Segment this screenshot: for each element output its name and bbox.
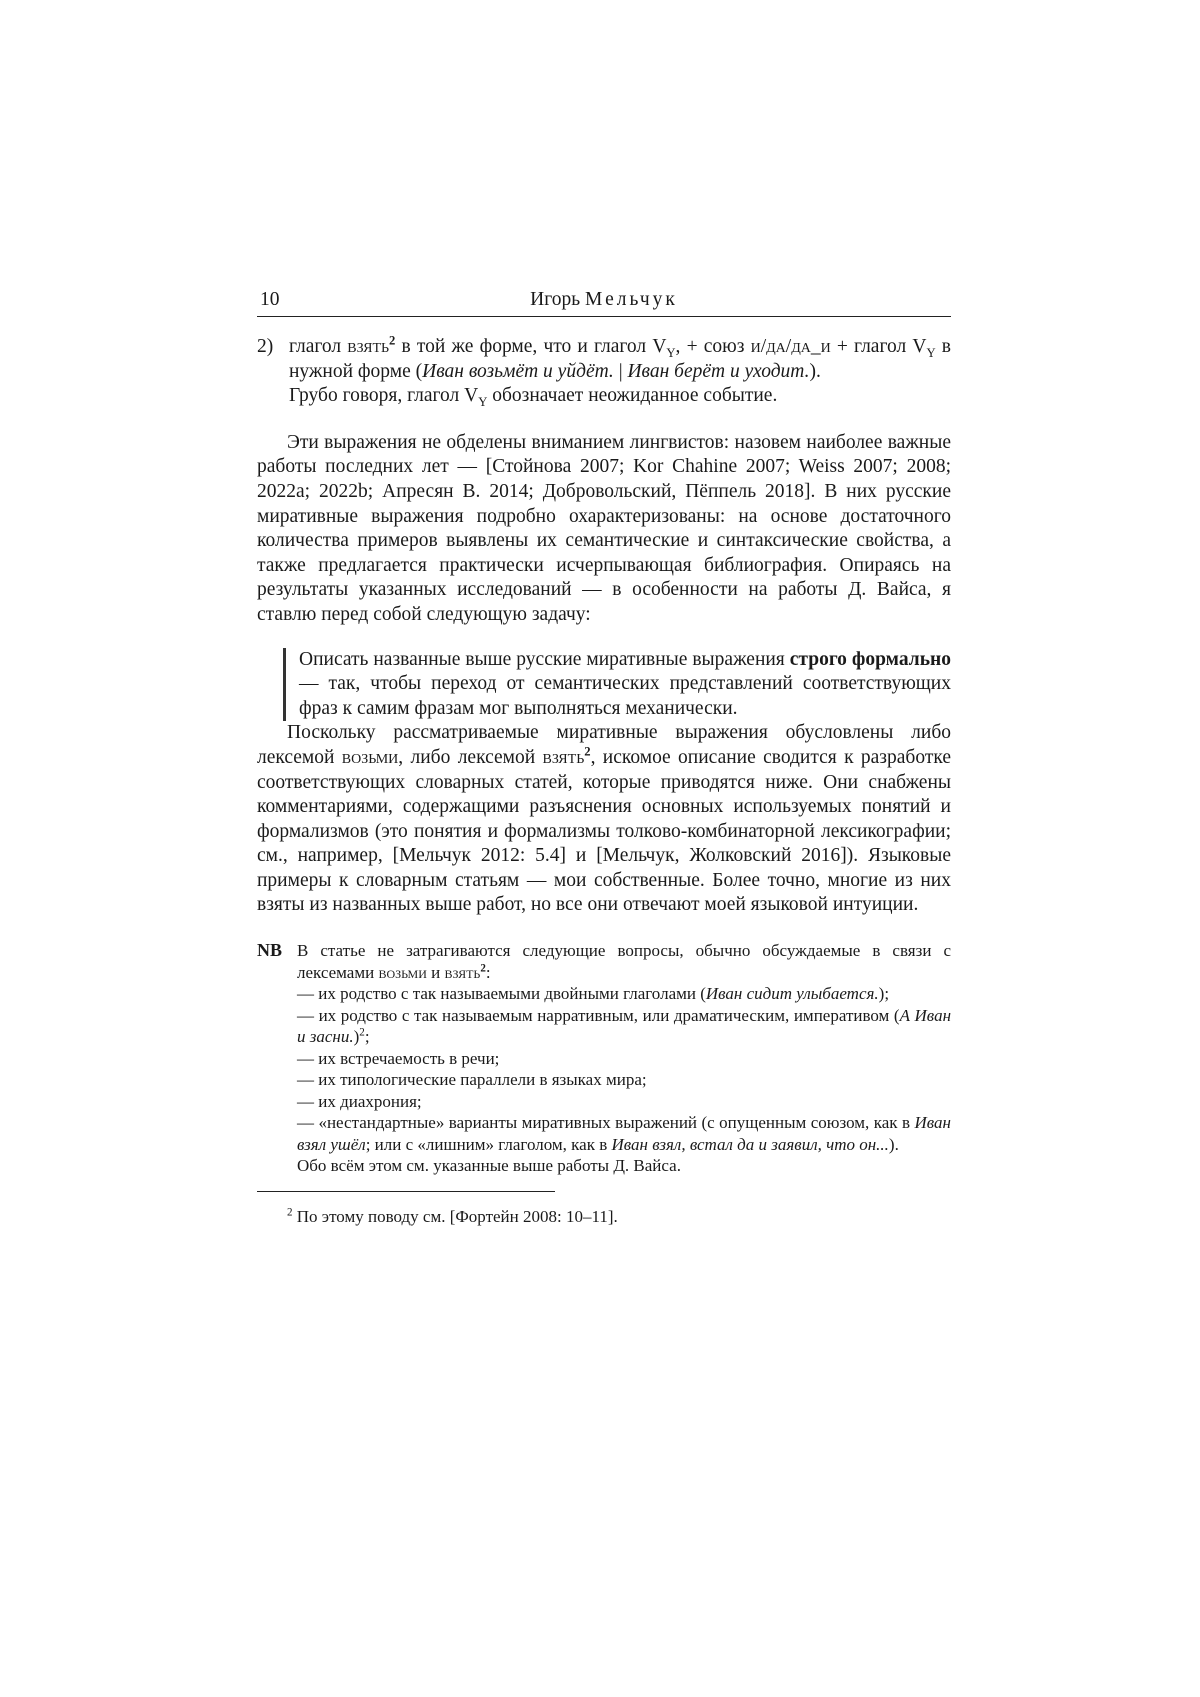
author-first-name: Игорь (530, 289, 581, 310)
conjunction-lexemes: и/да/да_и (750, 336, 831, 357)
lexeme-vzyat: взять (347, 336, 390, 357)
footnote-mark: 2 (287, 1205, 293, 1218)
text-run: : (485, 962, 491, 982)
text-run: ) (353, 1027, 360, 1047)
text-run: , + союз (675, 336, 751, 357)
text-run: Грубо говоря, глагол V (289, 385, 479, 407)
text-run: — их родство с так называемым нарративным, или драматическим, императивом ( (297, 1005, 900, 1025)
nb-item-frequency: — их встречаемость в речи; (297, 1048, 500, 1068)
text-run: , либо лексемой (398, 746, 543, 768)
text-run: ). (809, 360, 821, 382)
subscript-y: Y (926, 345, 936, 360)
nb-note (257, 940, 951, 1177)
superscript-2: 2 (480, 961, 486, 974)
text-run: В статье не затрагиваются следующие вопросы, обычно обсуждаемые в связи с лексемами (297, 941, 951, 982)
text-run: ; или с «лишним» глаголом, как в (365, 1134, 612, 1154)
nb-item-narrative-imperative (297, 1005, 951, 1048)
example-2: Иван берёт и уходит. (627, 360, 810, 382)
example: Иван взял ушёл (297, 1113, 951, 1154)
nb-intro (297, 940, 951, 983)
lexeme-vozmi: возьми (378, 962, 427, 982)
superscript-2: 2 (389, 333, 396, 348)
lexeme-vozmi: возьми (341, 746, 399, 768)
text-run: Поскольку рассматриваемые миративные выражения обусловлены либо лексемой (257, 722, 951, 768)
text-run: в нужной форме ( (289, 336, 951, 382)
running-author (257, 288, 951, 313)
running-header (257, 288, 951, 317)
nb-item-double-verbs (297, 983, 951, 1005)
example: А Иван и засни. (297, 1005, 951, 1047)
footnote-ref-2: 2 (359, 1026, 365, 1039)
list-item-2 (257, 335, 951, 409)
text-run: ); (878, 984, 890, 1004)
footnote-text: По этому поводу см. [Фортейн 2008: 10–11]. (292, 1206, 618, 1226)
nb-item-nonstandard (297, 1112, 951, 1155)
lexeme-vzyat: взять (542, 746, 585, 768)
text-run: в той же форме, что и глагол V (395, 336, 667, 357)
page (257, 288, 951, 1229)
text-run: | (613, 360, 628, 382)
text-run: — «нестандартные» варианты миративных выражений (с опущенным союзом, как в (297, 1113, 915, 1133)
example: Иван сидит улыбается. (705, 984, 879, 1004)
footnote-2 (257, 1205, 951, 1230)
nb-item-diachrony: — их диахрония; (297, 1091, 422, 1111)
subscript-y: Y (666, 345, 676, 360)
text-run: обозначает неожиданное событие. (487, 385, 778, 407)
footnote-divider (257, 1191, 555, 1192)
example: Иван взял, встал да и заявил, что он... (611, 1134, 889, 1154)
item-2-text (289, 335, 951, 384)
text-run: — их родство с так называемыми двойными глаголами ( (297, 984, 706, 1004)
nb-outro: Обо всём этом см. указанные выше работы Д. Вайса. (297, 1156, 681, 1176)
text-run: ; (364, 1027, 370, 1047)
paragraph-description (257, 721, 951, 918)
paragraph-literature: Эти выражения не обделены вниманием лингвистов: назовем наиболее важные работы последних лет — [Стойнова 2007; Kor Chahine 2007; Weiss 2007; 2008; 2022a; 2022b; Апресян В. 2014; Добровольский, Пёппель 2018]. В них русские миративные выражения подробно охарактеризованы: на основе достаточного количества примеров выявлены их семантические и синтаксические свойства, а также предлагается практически исчерпывающая библиография. Опираясь на результаты указанных исследований — в особенности на работы Д. Вайса, я ставлю перед собой следующую задачу: (257, 431, 951, 625)
text-run: и (426, 962, 445, 982)
text-run: глагол (289, 336, 348, 357)
text-run: Описать названные выше русские миративные выражения (299, 648, 790, 670)
subscript-y: Y (478, 395, 488, 410)
nb-mark: NB (257, 940, 283, 961)
superscript-2: 2 (584, 744, 591, 759)
text-run: + глагол V (830, 336, 927, 357)
text-run: ). (888, 1134, 899, 1154)
task-quote (283, 648, 951, 722)
author-last-name: Мельчук (584, 289, 678, 310)
item-2-gloss (289, 384, 951, 409)
page-number: 10 (260, 289, 280, 310)
text-run: , искомое описание сводится к разработке соответствующих словарных статей, которые приводятся ниже. Они снабжены комментариями, содержащими разъяснения основных используемых понятий и формализмов (это понятия и формализмы толково-комбинаторной лексикографии; см., например, [Мельчук 2012: 5.4] и [Мельчук, Жолковский 2016]). Языковые примеры к словарным статьям — мои собственные. Более точно, многие из них взяты из названных выше работ, но все они отвечают моей языковой интуиции. (257, 746, 951, 916)
text-run: — так, чтобы переход от семантических представлений соответствующих фраз к самим фразам мог выполняться механически. (299, 673, 951, 719)
lexeme-vzyat: взять (444, 962, 481, 982)
bold-phrase: строго формально (789, 648, 951, 670)
list-number: 2) (257, 336, 274, 357)
nb-item-typology: — их типологические параллели в языках мира; (297, 1070, 647, 1090)
example-1: Иван возьмёт и уйдёт. (422, 360, 614, 382)
